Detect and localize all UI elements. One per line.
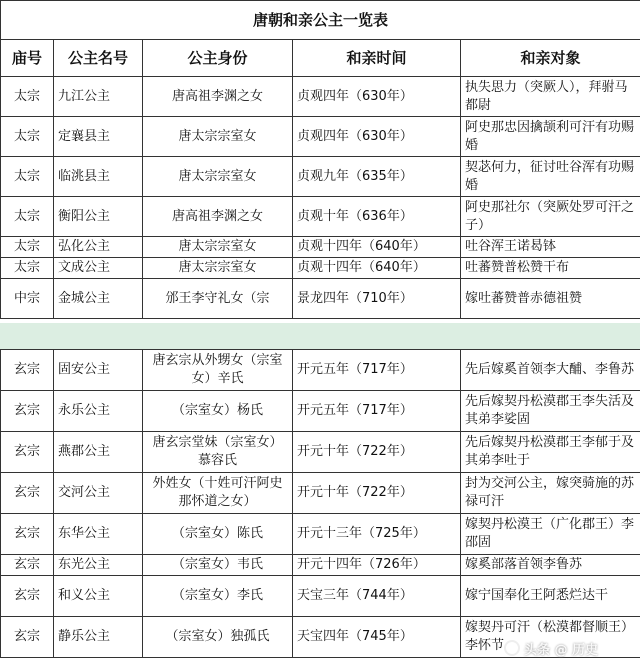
cell-ruler: 玄宗 xyxy=(1,432,54,473)
cell-ruler: 玄宗 xyxy=(1,617,54,658)
cell-time: 贞观十年（636年） xyxy=(293,197,461,237)
cell-princess-name: 临洮县主 xyxy=(54,157,143,197)
table-title-row xyxy=(1,1,640,40)
cell-identity: 唐玄宗堂妹（宗室女）慕容氏 xyxy=(143,432,293,473)
cell-identity: （宗室女）独孤氏 xyxy=(143,617,293,658)
cell-target: 先后嫁奚首领李大酺、李鲁苏 xyxy=(461,350,640,391)
cell-ruler: 太宗 xyxy=(1,157,54,197)
cell-princess-name: 文成公主 xyxy=(54,258,143,279)
cell-princess-name: 交河公主 xyxy=(54,473,143,514)
cell-target: 阿史那忠因擒颉利可汗有功赐婚 xyxy=(461,117,640,157)
cell-time: 开元十三年（725年） xyxy=(293,514,461,555)
table-body-bottom xyxy=(1,350,640,658)
cell-time: 开元十年（722年） xyxy=(293,473,461,514)
cell-time: 天宝四年（745年） xyxy=(293,617,461,658)
watermark-logo-icon xyxy=(504,640,520,656)
table-row xyxy=(1,576,640,617)
cell-princess-name: 定襄县主 xyxy=(54,117,143,157)
table-row xyxy=(1,391,640,432)
cell-princess-name: 和义公主 xyxy=(54,576,143,617)
table-body-top xyxy=(1,77,640,319)
table-row xyxy=(1,432,640,473)
princess-table-top xyxy=(0,0,640,319)
cell-target: 嫁奚部落首领李鲁苏 xyxy=(461,555,640,576)
header-time: 和亲时间 xyxy=(293,40,461,77)
cell-ruler: 太宗 xyxy=(1,258,54,279)
cell-princess-name: 衡阳公主 xyxy=(54,197,143,237)
table-row xyxy=(1,117,640,157)
cell-ruler: 玄宗 xyxy=(1,473,54,514)
cell-ruler: 太宗 xyxy=(1,77,54,117)
table-row xyxy=(1,350,640,391)
cell-time: 景龙四年（710年） xyxy=(293,279,461,319)
princess-table-bottom xyxy=(0,349,640,658)
cell-target: 嫁契丹松漠王（广化郡王）李邵固 xyxy=(461,514,640,555)
cell-ruler: 太宗 xyxy=(1,117,54,157)
cell-princess-name: 固安公主 xyxy=(54,350,143,391)
cell-identity: （宗室女）杨氏 xyxy=(143,391,293,432)
cell-target: 先后嫁契丹松漠郡王李郁于及其弟李吐于 xyxy=(461,432,640,473)
cell-princess-name: 九江公主 xyxy=(54,77,143,117)
section-divider xyxy=(0,323,640,349)
table-row xyxy=(1,237,640,258)
table-row xyxy=(1,473,640,514)
cell-time: 开元十年（722年） xyxy=(293,432,461,473)
table-row xyxy=(1,279,640,319)
cell-time: 贞观九年（635年） xyxy=(293,157,461,197)
cell-identity: 唐太宗宗室女 xyxy=(143,237,293,258)
cell-time: 开元十四年（726年） xyxy=(293,555,461,576)
table-title: 唐朝和亲公主一览表 xyxy=(1,1,640,40)
cell-target: 先后嫁契丹松漠郡王李失活及其弟李娑固 xyxy=(461,391,640,432)
cell-identity: 唐高祖李渊之女 xyxy=(143,197,293,237)
cell-princess-name: 弘化公主 xyxy=(54,237,143,258)
watermark xyxy=(504,637,634,659)
cell-identity: 唐太宗宗室女 xyxy=(143,157,293,197)
header-name: 公主名号 xyxy=(54,40,143,77)
table-row xyxy=(1,197,640,237)
watermark-text: 头条 @ 历史 xyxy=(524,642,599,658)
cell-target: 封为交河公主，嫁突骑施的苏禄可汗 xyxy=(461,473,640,514)
cell-time: 贞观四年（630年） xyxy=(293,117,461,157)
cell-time: 天宝三年（744年） xyxy=(293,576,461,617)
cell-ruler: 玄宗 xyxy=(1,391,54,432)
table-row xyxy=(1,514,640,555)
cell-ruler: 玄宗 xyxy=(1,576,54,617)
cell-target: 阿史那社尔（突厥处罗可汗之子） xyxy=(461,197,640,237)
table-row xyxy=(1,157,640,197)
cell-ruler: 太宗 xyxy=(1,197,54,237)
cell-time: 贞观十四年（640年） xyxy=(293,237,461,258)
cell-princess-name: 金城公主 xyxy=(54,279,143,319)
cell-time: 开元五年（717年） xyxy=(293,350,461,391)
cell-identity: 邠王李守礼女（宗 xyxy=(143,279,293,319)
cell-ruler: 太宗 xyxy=(1,237,54,258)
header-ruler: 庙号 xyxy=(1,40,54,77)
cell-princess-name: 燕郡公主 xyxy=(54,432,143,473)
cell-time: 贞观十四年（640年） xyxy=(293,258,461,279)
header-target: 和亲对象 xyxy=(461,40,640,77)
cell-princess-name: 东华公主 xyxy=(54,514,143,555)
cell-ruler: 玄宗 xyxy=(1,514,54,555)
header-identity: 公主身份 xyxy=(143,40,293,77)
cell-princess-name: 静乐公主 xyxy=(54,617,143,658)
table-row xyxy=(1,258,640,279)
cell-time: 贞观四年（630年） xyxy=(293,77,461,117)
cell-ruler: 中宗 xyxy=(1,279,54,319)
cell-target: 契苾何力，征讨吐谷浑有功赐婚 xyxy=(461,157,640,197)
table-row xyxy=(1,555,640,576)
cell-target: 执失思力（突厥人），拜驸马都尉 xyxy=(461,77,640,117)
table-row xyxy=(1,77,640,117)
cell-princess-name: 永乐公主 xyxy=(54,391,143,432)
cell-target: 吐谷浑王诺曷钵 xyxy=(461,237,640,258)
cell-identity: 外姓女（十姓可汗阿史那怀道之女） xyxy=(143,473,293,514)
cell-identity: （宗室女）韦氏 xyxy=(143,555,293,576)
cell-identity: （宗室女）李氏 xyxy=(143,576,293,617)
cell-time: 开元五年（717年） xyxy=(293,391,461,432)
cell-ruler: 玄宗 xyxy=(1,350,54,391)
cell-princess-name: 东光公主 xyxy=(54,555,143,576)
cell-target: 嫁宁国奉化王阿悉烂达干 xyxy=(461,576,640,617)
header-row xyxy=(1,40,640,77)
cell-identity: 唐玄宗从外甥女（宗室女）辛氏 xyxy=(143,350,293,391)
cell-target: 嫁吐蕃赞普赤德祖赞 xyxy=(461,279,640,319)
cell-target: 嫁契丹可汗（松漠都督顺王）李怀节 xyxy=(461,617,640,658)
cell-identity: 唐太宗宗室女 xyxy=(143,258,293,279)
cell-identity: 唐太宗宗室女 xyxy=(143,117,293,157)
cell-identity: 唐高祖李渊之女 xyxy=(143,77,293,117)
cell-target: 吐蕃赞普松赞干布 xyxy=(461,258,640,279)
cell-ruler: 玄宗 xyxy=(1,555,54,576)
cell-identity: （宗室女）陈氏 xyxy=(143,514,293,555)
